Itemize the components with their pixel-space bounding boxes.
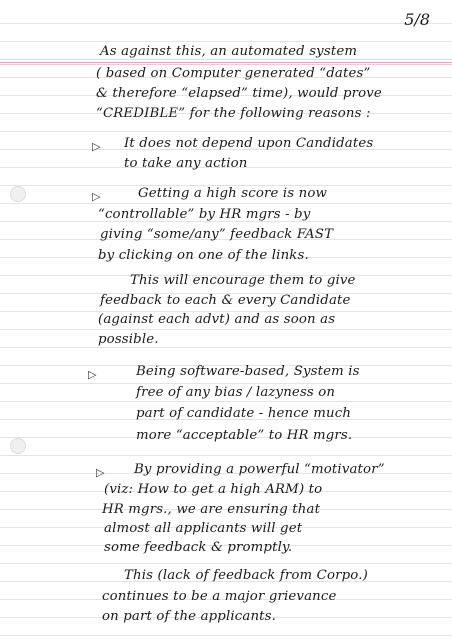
point-line: more “acceptable” to HR mgrs.: [136, 428, 353, 443]
point-line: some feedback & promptly.: [104, 540, 293, 555]
point-line: “controllable” by HR mgrs - by: [98, 207, 311, 222]
point-line: almost all applicants will get: [104, 521, 303, 536]
point-line: It does not depend upon Candidates: [124, 136, 374, 151]
point-line: possible.: [98, 332, 159, 347]
intro-line: ( based on Computer generated “dates”: [96, 66, 371, 81]
intro-line: & therefore “elapsed” time), would prove: [96, 86, 382, 101]
margin-line-double: [0, 64, 452, 65]
punch-hole: [10, 186, 26, 202]
point-line: continues to be a major grievance: [102, 589, 337, 604]
intro-line: As against this, an automated system: [100, 44, 358, 59]
point-line: part of candidate - hence much: [136, 406, 352, 421]
point-line: giving “some/any” feedback FAST: [100, 227, 334, 242]
bullet-arrow-icon: ▷: [88, 368, 97, 381]
point-line: Getting a high score is now: [138, 186, 328, 201]
point-line: This will encourage them to give: [130, 273, 356, 288]
point-line: to take any action: [124, 156, 248, 171]
point-line: free of any bias / lazyness on: [136, 385, 336, 400]
punch-hole: [10, 438, 26, 454]
page-number: 5/8: [404, 10, 430, 29]
bullet-arrow-icon: ▷: [92, 190, 101, 203]
point-line: This (lack of feedback from Corpo.): [124, 568, 368, 583]
point-line: HR mgrs., we are ensuring that: [102, 502, 321, 517]
point-line: (against each advt) and as soon as: [98, 312, 336, 327]
intro-line: “CREDIBLE” for the following reasons :: [96, 106, 371, 121]
bullet-arrow-icon: ▷: [92, 140, 101, 153]
bullet-arrow-icon: ▷: [96, 466, 105, 479]
margin-line: [0, 62, 452, 63]
point-line: Being software-based, System is: [136, 364, 360, 379]
point-line: feedback to each & every Candidate: [100, 293, 351, 308]
point-line: on part of the applicants.: [102, 609, 277, 624]
point-line: by clicking on one of the links.: [98, 248, 309, 263]
point-line: By providing a powerful “motivator”: [134, 462, 385, 477]
point-line: (viz: How to get a high ARM) to: [104, 482, 323, 497]
